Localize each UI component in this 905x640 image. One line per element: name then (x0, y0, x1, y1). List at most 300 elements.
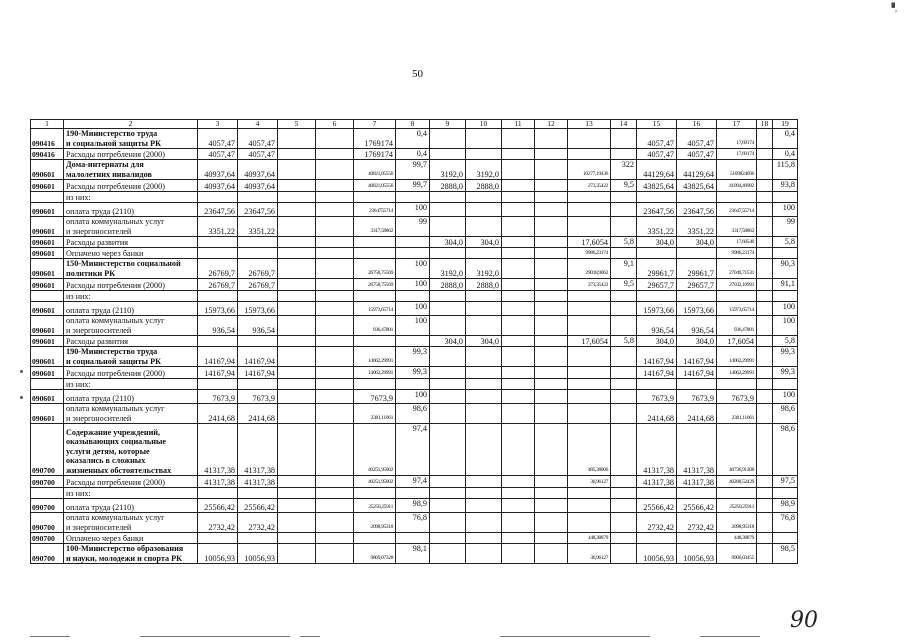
column-header: 1 (31, 120, 64, 129)
table-cell (757, 513, 773, 533)
table-cell: 14062,29991 (717, 347, 757, 367)
table-cell: 273,35422 (568, 279, 611, 291)
table-cell (757, 192, 773, 203)
table-cell (354, 379, 396, 390)
table-cell (198, 248, 238, 259)
table-cell (502, 279, 535, 291)
table-cell (278, 302, 316, 316)
table-cell: 76,8 (773, 513, 798, 533)
table-cell (278, 336, 316, 347)
table-cell: 17,69174 (717, 129, 757, 149)
table-cell (568, 129, 611, 149)
table-cell (757, 180, 773, 192)
table-cell (611, 533, 637, 544)
table-cell (757, 291, 773, 302)
table-cell: 14062,29991 (354, 347, 396, 367)
row-code: 090700 (31, 424, 64, 476)
table-cell (757, 390, 773, 404)
table-cell: 304,0 (637, 237, 677, 248)
table-cell: 40251,95002 (354, 424, 396, 476)
table-cell: 936,47801 (717, 316, 757, 336)
table-cell: 15973,66 (677, 302, 717, 316)
table-cell: 99,7 (396, 180, 430, 192)
table-cell: 41317,38 (677, 476, 717, 488)
table-row (31, 302, 798, 316)
table-cell (502, 302, 535, 316)
table-cell (430, 316, 466, 336)
table-cell (430, 203, 466, 217)
table-cell (535, 203, 568, 217)
table-cell: 4057,47 (198, 129, 238, 149)
table-cell (278, 180, 316, 192)
table-cell: 2414,68 (637, 404, 677, 424)
table-cell (757, 302, 773, 316)
table-cell: 40821,05556 (354, 180, 396, 192)
table-cell: 23647,56 (637, 203, 677, 217)
table-cell: 97,4 (396, 476, 430, 488)
table-cell (611, 217, 637, 237)
row-label: оплата труда (2110) (64, 499, 198, 513)
table-cell (316, 160, 354, 180)
table-row (31, 476, 798, 488)
column-header: 14 (611, 120, 637, 129)
table-cell: 100 (396, 390, 430, 404)
table-cell: 322 (611, 160, 637, 180)
table-cell: 2364755714 (354, 203, 396, 217)
table-cell (535, 291, 568, 302)
table-cell: 25566,42 (637, 499, 677, 513)
row-label: из них: (64, 291, 198, 302)
table-cell (611, 129, 637, 149)
row-label: 100-Министерство образования и науки, молодежи и спорта РК (64, 544, 198, 564)
column-header: 13 (568, 120, 611, 129)
table-cell (502, 488, 535, 499)
table-cell (316, 291, 354, 302)
row-code: 090601 (31, 259, 64, 279)
table-cell: 5,8 (611, 237, 637, 248)
table-cell: 9986,23174 (568, 248, 611, 259)
table-cell (278, 533, 316, 544)
table-row (31, 129, 798, 149)
table-cell: 2414,68 (677, 404, 717, 424)
table-cell (316, 379, 354, 390)
table-cell (396, 248, 430, 259)
row-label: Расходы потребления (2000) (64, 476, 198, 488)
table-cell (677, 248, 717, 259)
table-cell: 40288,52429 (717, 476, 757, 488)
table-cell (611, 192, 637, 203)
table-cell (568, 192, 611, 203)
table-cell: 2098,95318 (717, 513, 757, 533)
table-cell: 0,4 (773, 129, 798, 149)
table-cell: 5,8 (773, 237, 798, 248)
table-cell (611, 476, 637, 488)
table-cell (502, 160, 535, 180)
table-cell (611, 302, 637, 316)
table-cell (568, 291, 611, 302)
table-cell (278, 367, 316, 379)
table-cell: 29961,7 (637, 259, 677, 279)
table-cell (316, 499, 354, 513)
column-header: 16 (677, 120, 717, 129)
table-cell: 99,3 (396, 367, 430, 379)
table-cell: 10056,93 (637, 544, 677, 564)
table-cell: 15973,66 (198, 302, 238, 316)
row-code: 090601 (31, 367, 64, 379)
table-cell (757, 336, 773, 347)
row-label: Оплачено через банки (64, 533, 198, 544)
table-cell (198, 336, 238, 347)
table-cell (430, 513, 466, 533)
table-row (31, 513, 798, 533)
table-row (31, 291, 798, 302)
table-cell (757, 217, 773, 237)
footer-line (500, 636, 650, 637)
table-cell (717, 192, 757, 203)
table-cell: 99,3 (396, 347, 430, 367)
table-cell (502, 180, 535, 192)
table-row (31, 160, 798, 180)
table-cell (773, 291, 798, 302)
table-cell (568, 316, 611, 336)
table-cell (430, 367, 466, 379)
table-cell (316, 180, 354, 192)
table-cell: 100 (773, 316, 798, 336)
table-cell (316, 404, 354, 424)
table-cell (568, 149, 611, 160)
row-code: 090601 (31, 316, 64, 336)
table-cell (535, 404, 568, 424)
table-cell (502, 513, 535, 533)
table-cell: 41094,40982 (717, 180, 757, 192)
table-cell: 2888,0 (466, 180, 502, 192)
table-cell (238, 248, 278, 259)
table-cell: 23647,56 (677, 203, 717, 217)
table-cell: 5109824696 (717, 160, 757, 180)
table-cell (568, 513, 611, 533)
table-cell: 3351,22 (677, 217, 717, 237)
binding-mark (20, 396, 23, 399)
row-label: Расходы потребления (2000) (64, 180, 198, 192)
table-cell (502, 129, 535, 149)
table-row (31, 367, 798, 379)
table-cell (611, 513, 637, 533)
table-cell: 100 (396, 302, 430, 316)
table-cell: 273,35422 (568, 180, 611, 192)
table-cell: 2888,0 (430, 180, 466, 192)
table-row (31, 248, 798, 259)
table-cell (278, 149, 316, 160)
table-cell (568, 379, 611, 390)
column-header: 7 (354, 120, 396, 129)
table-cell: 98,6 (773, 404, 798, 424)
table-cell: 936,54 (677, 316, 717, 336)
table-cell (757, 499, 773, 513)
table-cell: 9869,07328 (354, 544, 396, 564)
table-cell (535, 237, 568, 248)
table-cell: 7673,9 (717, 390, 757, 404)
table-cell: 26769,7 (198, 259, 238, 279)
table-cell: 25566,42 (238, 499, 278, 513)
table-cell (278, 404, 316, 424)
table-cell: 0,4 (396, 149, 430, 160)
table-cell: 10277,19436 (568, 160, 611, 180)
table-cell (535, 488, 568, 499)
table-cell (354, 192, 396, 203)
table-cell (430, 129, 466, 149)
table-cell: 26769,7 (238, 259, 278, 279)
table-cell (396, 291, 430, 302)
table-cell (466, 513, 502, 533)
table-cell (316, 336, 354, 347)
table-cell (316, 302, 354, 316)
table-cell (316, 347, 354, 367)
table-row (31, 336, 798, 347)
row-label: оплата коммунальных услуг и энергоносителей (64, 404, 198, 424)
table-cell (466, 367, 502, 379)
table-cell: 27049,71531 (717, 259, 757, 279)
row-label: Расходы потребления (2000) (64, 367, 198, 379)
table-cell (773, 533, 798, 544)
table-cell (757, 203, 773, 217)
table-cell (568, 347, 611, 367)
table-cell: 3317,58862 (717, 217, 757, 237)
table-cell (354, 237, 396, 248)
row-code: 090700 (31, 499, 64, 513)
table-cell: 15973,65714 (354, 302, 396, 316)
table-cell (316, 259, 354, 279)
row-code: 090601 (31, 390, 64, 404)
table-cell (466, 347, 502, 367)
row-label: 190-Министерство труда и социальной защиты РК (64, 347, 198, 367)
table-cell: 2732,42 (198, 513, 238, 533)
table-cell (717, 379, 757, 390)
table-cell: 1769174 (354, 149, 396, 160)
table-cell (278, 248, 316, 259)
table-cell (466, 291, 502, 302)
table-cell (466, 129, 502, 149)
table-cell (198, 237, 238, 248)
table-cell: 0,4 (396, 129, 430, 149)
column-header: 10 (466, 120, 502, 129)
table-cell (502, 192, 535, 203)
column-header: 8 (396, 120, 430, 129)
table-cell (677, 533, 717, 544)
table-cell: 100 (396, 316, 430, 336)
table-cell (316, 279, 354, 291)
row-code: 090601 (31, 336, 64, 347)
table-cell (611, 248, 637, 259)
footer-line (700, 636, 760, 637)
table-row (31, 237, 798, 248)
table-cell (278, 259, 316, 279)
table-cell (316, 424, 354, 476)
table-cell (637, 291, 677, 302)
row-label: Дома-интернаты для малолетних инвалидов (64, 160, 198, 180)
table-cell (757, 129, 773, 149)
row-code: 090601 (31, 347, 64, 367)
row-code: 090601 (31, 203, 64, 217)
table-cell (466, 488, 502, 499)
table-cell: 44129,64 (677, 160, 717, 180)
table-cell: 40937,64 (198, 180, 238, 192)
table-row (31, 390, 798, 404)
table-cell: 44129,64 (637, 160, 677, 180)
table-cell: 17,6054 (568, 336, 611, 347)
table-cell (717, 488, 757, 499)
table-cell (568, 217, 611, 237)
table-cell: 14167,94 (198, 347, 238, 367)
table-cell (316, 533, 354, 544)
table-cell: 3192,0 (466, 160, 502, 180)
table-cell (198, 488, 238, 499)
table-cell (757, 367, 773, 379)
table-cell (568, 488, 611, 499)
row-label: Расходы развития (64, 237, 198, 248)
table-cell (396, 192, 430, 203)
table-cell: 4057,47 (238, 129, 278, 149)
table-cell: 4057,47 (637, 149, 677, 160)
table-cell (278, 424, 316, 476)
row-code: 090700 (31, 513, 64, 533)
table-cell: 304,0 (677, 237, 717, 248)
table-cell (278, 499, 316, 513)
table-cell (535, 347, 568, 367)
table-cell: 7673,9 (238, 390, 278, 404)
handwritten-page-number: 90 (790, 608, 818, 633)
table-cell: 99 (396, 217, 430, 237)
table-cell: 4057,47 (677, 149, 717, 160)
table-row (31, 347, 798, 367)
table-cell (466, 316, 502, 336)
table-cell (757, 533, 773, 544)
table-cell (278, 237, 316, 248)
table-cell (466, 404, 502, 424)
table-cell (502, 476, 535, 488)
table-cell: 40736,91308 (717, 424, 757, 476)
table-cell: 9,5 (611, 180, 637, 192)
table-cell (430, 476, 466, 488)
table-cell (278, 347, 316, 367)
table-cell (316, 129, 354, 149)
table-row (31, 316, 798, 336)
table-cell (316, 476, 354, 488)
table-cell (238, 379, 278, 390)
table-cell (637, 248, 677, 259)
table-cell (316, 203, 354, 217)
header-row (31, 120, 798, 129)
table-cell (430, 291, 466, 302)
table-row (31, 379, 798, 390)
table-cell: 15973,66 (637, 302, 677, 316)
table-cell (466, 149, 502, 160)
table-cell (757, 149, 773, 160)
table-cell: 36,96127 (568, 476, 611, 488)
row-code (31, 192, 64, 203)
table-cell: 936,54 (637, 316, 677, 336)
table-cell (198, 533, 238, 544)
row-code: 090416 (31, 149, 64, 160)
table-cell (611, 347, 637, 367)
table-cell (535, 279, 568, 291)
table-cell (757, 404, 773, 424)
table-cell (502, 203, 535, 217)
table-cell (354, 533, 396, 544)
table-cell: 1769174 (354, 129, 396, 149)
table-cell: 99,3 (773, 347, 798, 367)
table-cell (502, 424, 535, 476)
table-cell (316, 513, 354, 533)
table-cell (502, 259, 535, 279)
table-cell (430, 499, 466, 513)
table-cell: 99,3 (773, 367, 798, 379)
row-code (31, 291, 64, 302)
table-cell (430, 544, 466, 564)
table-cell: 43825,64 (637, 180, 677, 192)
table-cell (757, 279, 773, 291)
table-cell (773, 488, 798, 499)
table-cell: 14167,94 (238, 347, 278, 367)
table-cell (396, 237, 430, 248)
table-cell: 97,5 (773, 476, 798, 488)
table-cell (502, 499, 535, 513)
table-cell: 304,0 (466, 237, 502, 248)
table-cell: 304,0 (677, 336, 717, 347)
table-cell (611, 291, 637, 302)
table-cell: 10056,93 (677, 544, 717, 564)
table-cell: 9986,23174 (717, 248, 757, 259)
table-cell: 304,0 (637, 336, 677, 347)
row-code (31, 488, 64, 499)
table-cell (198, 291, 238, 302)
page-number: 50 (412, 68, 423, 80)
row-label: оплата коммунальных услуг и энергоносителей (64, 513, 198, 533)
table-cell (611, 367, 637, 379)
row-label: Расходы потребления (2000) (64, 149, 198, 160)
table-cell (611, 544, 637, 564)
table-cell (466, 499, 502, 513)
table-cell (502, 390, 535, 404)
table-cell (430, 390, 466, 404)
table-cell: 448,38879 (717, 533, 757, 544)
table-cell (396, 533, 430, 544)
table-cell: 3192,0 (430, 160, 466, 180)
row-label: из них: (64, 488, 198, 499)
row-code: 090601 (31, 237, 64, 248)
table-cell: 14167,94 (637, 347, 677, 367)
table-cell (535, 424, 568, 476)
table-cell (278, 279, 316, 291)
table-cell: 29657,7 (637, 279, 677, 291)
table-cell (502, 404, 535, 424)
table-cell (757, 476, 773, 488)
row-code: 090601 (31, 180, 64, 192)
table-cell (430, 404, 466, 424)
budget-table (30, 119, 798, 564)
table-cell: 4057,47 (637, 129, 677, 149)
table-cell (278, 379, 316, 390)
table-cell (502, 347, 535, 367)
table-cell (430, 149, 466, 160)
corner-mark: ▝, (888, 3, 898, 13)
budget-table-wrapper (30, 119, 798, 564)
table-cell (757, 379, 773, 390)
table-cell (717, 291, 757, 302)
table-cell (502, 217, 535, 237)
table-cell: 3351,22 (238, 217, 278, 237)
table-cell (466, 248, 502, 259)
table-cell: 43825,64 (677, 180, 717, 192)
